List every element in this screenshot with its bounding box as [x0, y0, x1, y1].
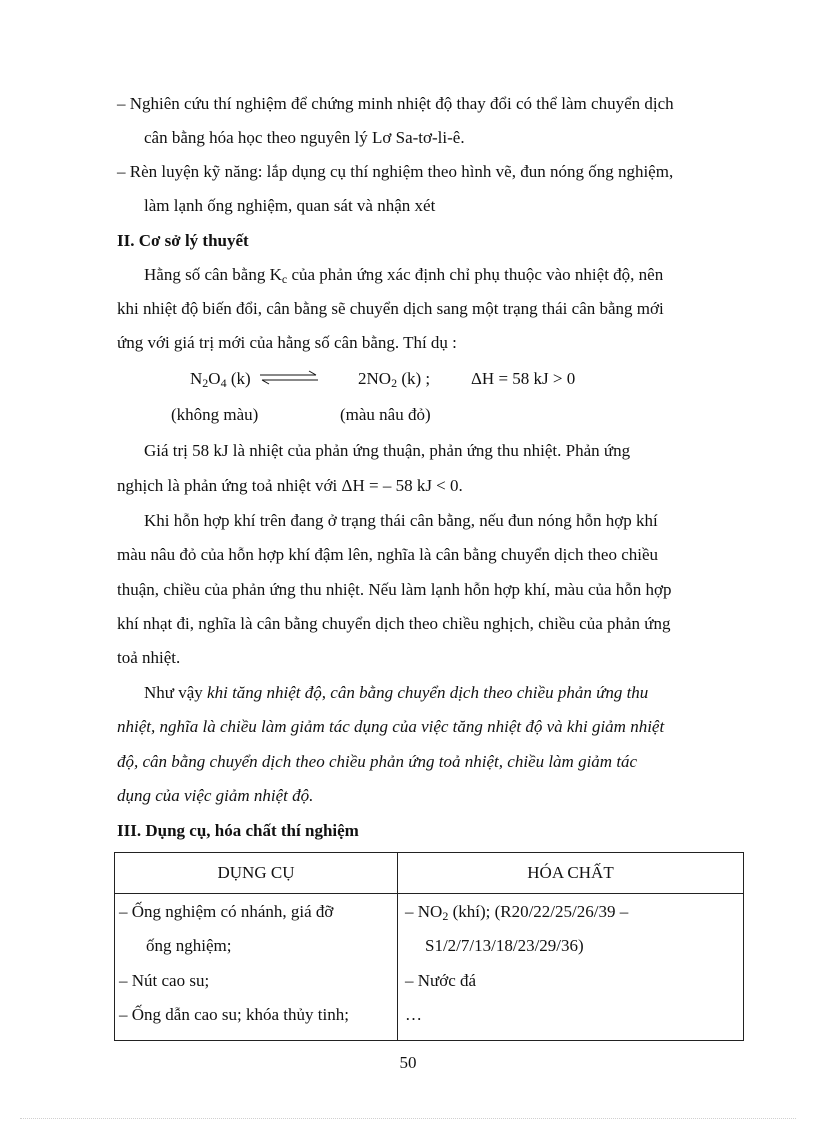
paragraph-2-line-2: nghịch là phản ứng toả nhiệt với ΔH = – 58 kJ < 0. [117, 476, 463, 495]
equipment-item: – Ống dẫn cao su; khóa thủy tinh; [119, 1005, 349, 1024]
objective-2-line-1: – Rèn luyện kỹ năng: lắp dụng cụ thí nghiệm theo hình vẽ, đun nóng ống nghiệm, [117, 162, 674, 181]
paragraph-3-line-1: Khi hỗn hợp khí trên đang ở trạng thái cân bằng, nếu đun nóng hỗn hợp khí [144, 511, 658, 530]
objective-2-line-2: làm lạnh ống nghiệm, quan sát và nhận xét [144, 196, 436, 215]
equipment-cell [115, 894, 398, 1041]
paragraph-3-line-4: khí nhạt đi, nghĩa là cân bằng chuyển dịch theo chiều nghịch, chiều của phản ứng [117, 614, 671, 633]
page-number: 50 [399, 1053, 417, 1072]
column-header-chemicals: HÓA CHẤT [398, 853, 744, 894]
chemical-item: – $NO_2$ (khí); (R20/22/25/26/39 – [405, 902, 629, 923]
chemicals-cell [398, 894, 744, 1041]
equipment-item: ống nghiệm; [146, 936, 232, 955]
paragraph-2-line-1: Giá trị 58 kJ là nhiệt của phản ứng thuận, phản ứng thu nhiệt. Phản ứng [144, 441, 631, 460]
table-header-row [115, 853, 744, 894]
equation-reactant: $N_2O_4$ (k) [190, 369, 251, 390]
chemical-item: – Nước đá [405, 971, 477, 990]
equipment-chemicals-table [114, 852, 744, 1041]
equipment-item: – Nút cao su; [119, 971, 210, 990]
chemical-item: … [405, 1005, 422, 1024]
reactant-label: (không màu) [171, 405, 259, 424]
equilibrium-arrows-icon [256, 367, 322, 387]
section-2-heading: II. Cơ sở lý thuyết [117, 231, 249, 250]
paragraph-1-line-1: Hằng số cân bằng $K_c$ của phản ứng xác định chỉ phụ thuộc vào nhiệt độ, nên [144, 265, 664, 286]
product-label: (màu nâu đỏ) [340, 405, 431, 424]
table-row [115, 894, 744, 1041]
paragraph-4-line-4: dụng của việc giảm nhiệt độ. [117, 786, 314, 805]
paragraph-4-line-1: Như vậy khi tăng nhiệt độ, cân bằng chuyển dịch theo chiều phản ứng thu [144, 683, 649, 702]
objective-1-line-1: – Nghiên cứu thí nghiệm để chứng minh nhiệt độ thay đổi có thể làm chuyển dịch [117, 94, 674, 113]
objective-1-line-2: cân bằng hóa học theo nguyên lý Lơ Sa-tơ-li-ê. [144, 128, 465, 147]
equation-product: $2NO_2$ (k) ; [358, 369, 431, 390]
paragraph-1-line-3: ứng với giá trị mới của hằng số cân bằng. Thí dụ : [117, 333, 457, 352]
paragraph-3-line-5: toả nhiệt. [117, 648, 181, 667]
section-3-heading: III. Dụng cụ, hóa chất thí nghiệm [117, 821, 359, 840]
paragraph-3-line-2: màu nâu đỏ của hỗn hợp khí đậm lên, nghĩa là cân bằng chuyển dịch theo chiều [117, 545, 659, 564]
column-header-equipment: DỤNG CỤ [115, 853, 398, 894]
equipment-item: – Ống nghiệm có nhánh, giá đỡ [119, 902, 334, 921]
paragraph-1-line-2: khi nhiệt độ biến đổi, cân bằng sẽ chuyển dịch sang một trạng thái cân bằng mới [117, 299, 664, 318]
paragraph-4-line-2: nhiệt, nghĩa là chiều làm giảm tác dụng của việc tăng nhiệt độ và khi giảm nhiệt [117, 717, 665, 736]
paragraph-3-line-3: thuận, chiều của phản ứng thu nhiệt. Nếu làm lạnh hỗn hợp khí, màu của hỗn hợp [117, 580, 672, 599]
paragraph-4-line-3: độ, cân bằng chuyển dịch theo chiều phản ứng toả nhiệt, chiều làm giảm tác [117, 752, 638, 771]
chemical-item: S1/2/7/13/18/23/29/36) [425, 936, 584, 955]
page-bottom-divider [20, 1118, 796, 1119]
equation-enthalpy: ΔH = 58 kJ > 0 [471, 369, 576, 388]
